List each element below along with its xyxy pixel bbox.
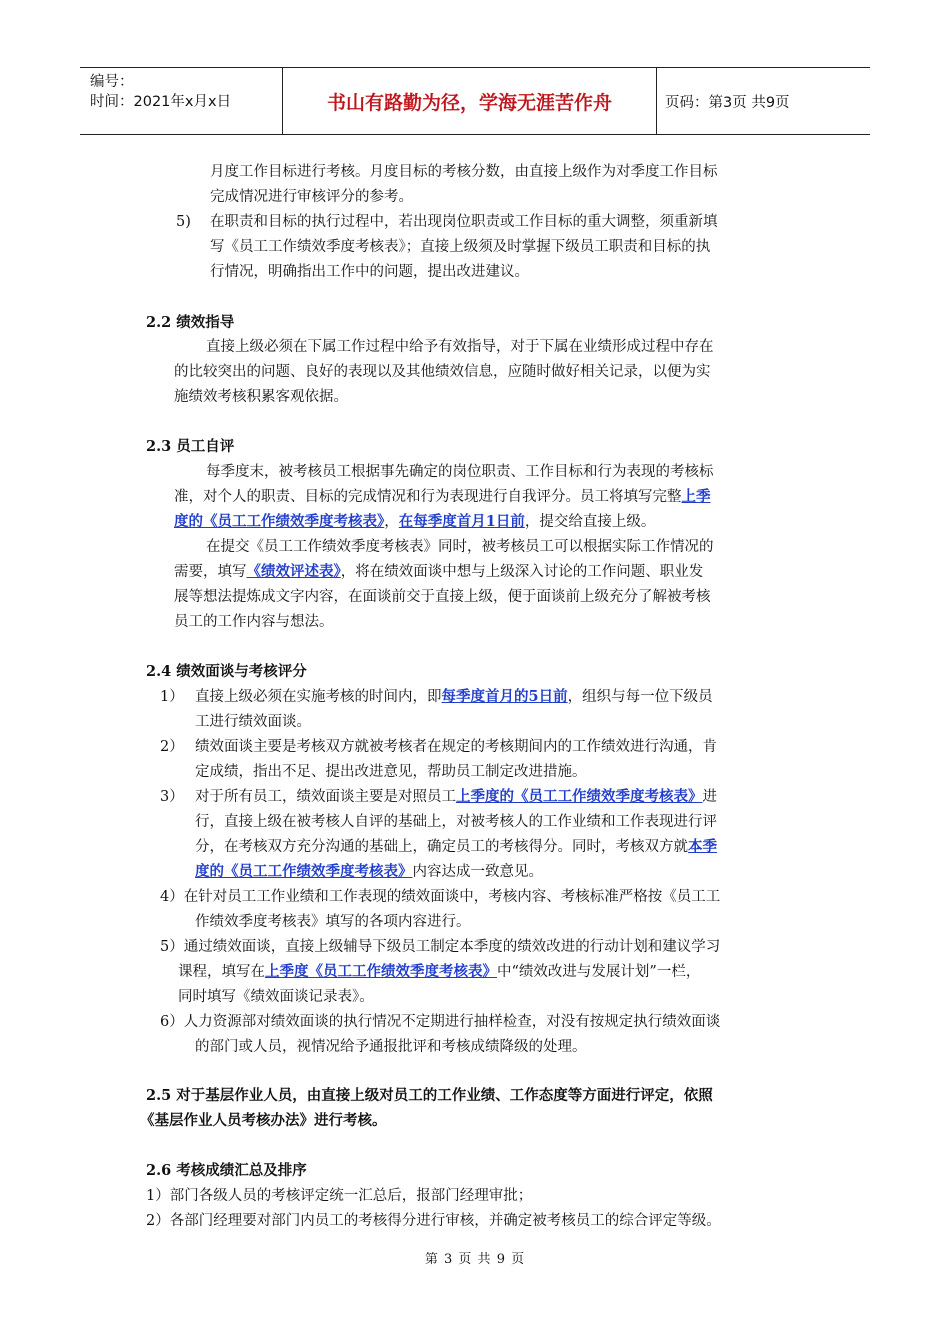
page-header xyxy=(80,67,870,135)
section-2-4-item3-line-4: 度的《员工工作绩效季度考核表》内容达成一致意见。 xyxy=(195,863,543,880)
section-2-4-item4-line-2: 作绩效季度考核表》填写的各项内容进行。 xyxy=(195,914,471,930)
link-this-quarter-form[interactable]: 本季 xyxy=(688,838,717,855)
link-first-day-deadline[interactable]: 在每季度首月1日前 xyxy=(398,513,525,530)
section-2-4-item1-number: 1） xyxy=(160,689,184,705)
document-number-label: 编号： xyxy=(90,74,134,90)
section-2-4-item6-line-2: 的部门或人员，视情况给予通报批评和考核成绩降级的处理。 xyxy=(195,1039,587,1055)
link-fifth-day-deadline[interactable]: 每季度首月的5日前 xyxy=(441,688,568,705)
section-2-3-p1-line-3: 度的《员工工作绩效季度考核表》，在每季度首月1日前，提交给直接上级。 xyxy=(174,513,656,530)
intro-item5-line-1: 在职责和目标的执行过程中，若出现岗位职责或工作目标的重大调整，须重新填 xyxy=(210,214,718,230)
section-2-3-p2-line-3: 展等想法提炼成文字内容，在面谈前交于直接上级，便于面谈前上级充分了解被考核 xyxy=(174,589,711,605)
section-2-4-item3-line-1: 对于所有员工，绩效面谈主要是对照员工上季度的《员工工作绩效季度考核表》进 xyxy=(195,788,717,805)
section-2-2-line-2: 的比较突出的问题、良好的表现以及其他绩效信息，应随时做好相关记录，以便为实 xyxy=(174,364,711,380)
section-2-4-item6-line-1: 6）人力资源部对绩效面谈的执行情况不定期进行抽样检查，对没有按规定执行绩效面谈 xyxy=(160,1014,721,1030)
section-2-4-item2-line-2: 定成绩，指出不足、提出改进意见，帮助员工制定改进措施。 xyxy=(195,764,587,780)
section-2-6-line-1: 1）部门各级人员的考核评定统一汇总后，报部门经理审批； xyxy=(146,1188,533,1204)
section-2-3-p2-line-4: 员工的工作内容与想法。 xyxy=(174,614,334,630)
section-2-4-item1-line-2: 工进行绩效面谈。 xyxy=(195,714,311,730)
section-2-4-item3-number: 3） xyxy=(160,789,184,805)
section-2-4-item5-line-3: 同时填写《绩效面谈记录表》。 xyxy=(178,989,374,1005)
intro-item5-line-2: 写《员工工作绩效季度考核表》；直接上级须及时掌握下级员工职责和目标的执 xyxy=(210,239,711,255)
link-performance-review-form[interactable]: 《绩效评述表》 xyxy=(246,563,341,580)
page-footer: 第 3 页 共 9 页 xyxy=(424,1252,526,1267)
section-2-4-item5-line-2: 课程，填写在上季度《员工工作绩效季度考核表》中“绩效改进与发展计划”一栏， xyxy=(178,963,701,980)
section-2-6-heading: 2.6 考核成绩汇总及排序 xyxy=(146,1162,307,1179)
intro-line-1: 月度工作目标进行考核。月度目标的考核分数，由直接上级作为对季度工作目标 xyxy=(210,164,718,180)
section-2-4-item4-line-1: 4）在针对员工工作业绩和工作表现的绩效面谈中，考核内容、考核标准严格按《员工工 xyxy=(160,889,721,905)
section-2-3-p1-line-1: 每季度末，被考核员工根据事先确定的岗位职责、工作目标和行为表现的考核标 xyxy=(206,464,714,480)
section-2-2-line-1: 直接上级必须在下属工作过程中给予有效指导，对于下属在业绩形成过程中存在 xyxy=(206,339,714,355)
section-2-4-heading: 2.4 绩效面谈与考核评分 xyxy=(146,663,307,680)
section-2-3-p1-line-2: 准，对个人的职责、目标的完成情况和行为表现进行自我评分。员工将填写完整上季 xyxy=(174,488,711,505)
section-2-4-item3-line-2: 行，直接上级在被考核人自评的基础上，对被考核人的工作业绩和工作表现进行评 xyxy=(195,814,717,830)
header-meta xyxy=(80,68,283,134)
section-2-4-item5-line-1: 5）通过绩效面谈，直接上级辅导下级员工制定本季度的绩效改进的行动计划和建议学习 xyxy=(160,939,721,955)
link-improvement-plan-form[interactable]: 上季度《员工工作绩效季度考核表》 xyxy=(265,963,497,980)
intro-item5-line-3: 行情况，明确指出工作中的问题，提出改进建议。 xyxy=(210,264,529,280)
link-this-quarter-form-cont[interactable]: 度的《员工工作绩效季度考核表》 xyxy=(195,863,413,880)
section-2-3-p2-line-2: 需要，填写《绩效评述表》，将在绩效面谈中想与上级深入讨论的工作问题、职业发 xyxy=(174,563,704,580)
section-2-5-line-1: 2.5 对于基层作业人员，由直接上级对员工的工作业绩、工作态度等方面进行评定，依照 xyxy=(146,1087,713,1104)
section-2-6-line-2: 2）各部门经理要对部门内员工的考核得分进行审核，并确定被考核员工的综合评定等级。 xyxy=(146,1213,721,1229)
intro-line-2: 完成情况进行审核评分的参考。 xyxy=(210,189,413,205)
document-date-label: 时间：2021年x月x日 xyxy=(90,94,232,110)
section-2-4-item3-line-3: 分，在考核双方充分沟通的基础上，确定员工的考核得分。同时，考核双方就本季 xyxy=(195,838,717,855)
section-2-2-heading: 2.2 绩效指导 xyxy=(146,314,235,331)
link-last-quarter-form[interactable]: 上季 xyxy=(681,488,711,505)
section-2-3-heading: 2.3 员工自评 xyxy=(146,438,235,455)
link-last-quarter-form-cont[interactable]: 度的《员工工作绩效季度考核表》 xyxy=(174,513,385,530)
intro-item5-number: 5) xyxy=(176,214,191,230)
section-2-4-item2-line-1: 绩效面谈主要是考核双方就被考核者在规定的考核期间内的工作绩效进行沟通，肯 xyxy=(195,739,717,755)
header-page-info: 页码：第3页 共9页 xyxy=(665,94,790,111)
section-2-4-item2-number: 2） xyxy=(160,739,184,755)
section-2-5-line-2: 《基层作业人员考核办法》进行考核。 xyxy=(140,1112,387,1129)
section-2-4-item1-line-1: 直接上级必须在实施考核的时间内，即每季度首月的5日前，组织与每一位下级员 xyxy=(195,688,713,705)
section-2-3-p2-line-1: 在提交《员工工作绩效季度考核表》同时，被考核员工可以根据实际工作情况的 xyxy=(206,539,714,555)
header-motto: 书山有路勤为径，学海无涯苦作舟 xyxy=(283,68,657,134)
link-last-quarter-form-review[interactable]: 上季度的《员工工作绩效季度考核表》 xyxy=(456,788,703,805)
section-2-2-line-3: 施绩效考核积累客观依据。 xyxy=(174,389,348,405)
